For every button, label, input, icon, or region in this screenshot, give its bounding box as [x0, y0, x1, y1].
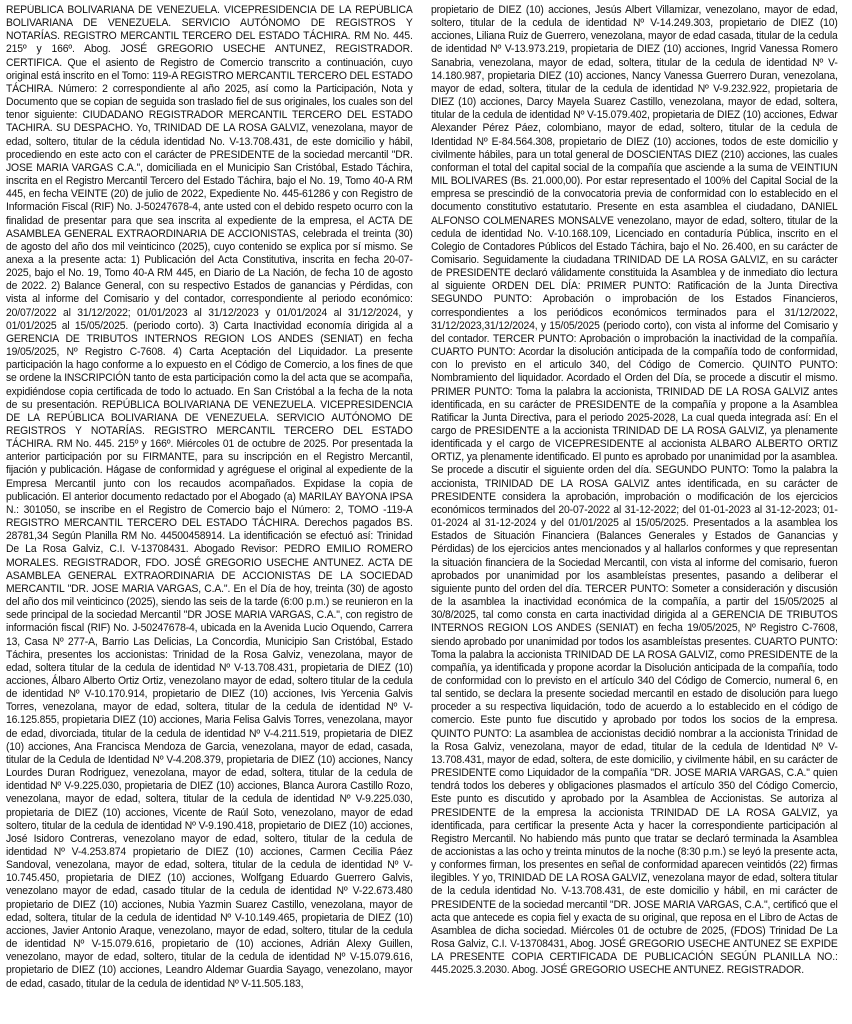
- notice-column-left: [6, 4, 413, 1020]
- notice-column-right: [431, 4, 838, 1020]
- notice-text-left: REPÚBLICA BOLIVARIANA DE VENEZUELA. VICEPRESIDENCIA DE LA REPÚBLICA BOLIVARIANA DE VENEZUELA. SERVICIO AUTÓNOMO DE REGISTROS Y NOTARÍAS. REGISTRO MERCANTIL TERCERO DEL ESTADO TÁCHIRA. RM No. 445. 215º y 166º. Abog. JOSÉ GREGORIO USECHE ANTUNEZ, REGISTRADOR. CERTIFICA. Que el asiento de Registro de Comercio transcrito a continuación, cuyo original está inscrito en el Tomo: 119-A REGISTRO MERCANTIL TERCERO DEL ESTADO TÁCHIRA. Número: 2 correspondiente al año 2025, así como la Participación, Nota y Documento que se copian de seguida son traslado fiel de sus originales, los cuales son del tenor siguiente: CIUDADANO REGISTRADOR MERCANTIL TERCERO DEL ESTADO TACHIRA. SU DESPACHO. Yo, TRINIDAD DE LA ROSA GALVIZ, venezolana, mayor de edad, soltero, titular de la cédula identidad No. V-13.708.431, de este domicilio y hábil, procediendo en este acto con el carácter de PRESIDENTE de la sociedad mercantil "DR. JOSE MARIA VARGAS C.A.", domiciliada en el Municipio San Cristóbal, Estado Táchira, inscrita en el Registro Mercantil Tercero del Estado Táchira, bajo el No. 19, Tomo 40-A RM 445, en fecha VEINTE (20) de julio de 2022, Expediente No. 445-61286 y con Registro de Información Fiscal (RIF) No. J-50247678-4, ante usted con el debido respeto ocurro con la finalidad de presentar para que sea inscrita al expediente de la empresa, el ACTA DE ASAMBLEA GENERAL EXTRAORDINARIA DE ACCIONISTAS, celebrada el treinta (30) de agosto del año dos mil veinticinco (2025), cuyo contenido se explica por sí mismo. Se anexa a la presente acta: 1) Publicación del Acta Constitutiva, inscrita en fecha 20-07-2025, bajo el No. 19, Tomo 40-A RM 445, en Diario de La Nación, de fecha 10 de agosto de 2022. 2) Balance General, con su respectivo Estados de ganancias y Pérdidas, con vista al informe del Comisario y del contador, correspondiente al periodo económico: 20/07/2022 al 31/12/2022; 01/01/2023 al 31/12/2023 y 01/01/2024 al 31/12/2024, y 01/01/2025 al 15/05/2025. (periodo corto). 3) Carta Inactividad economía dirigida al a GERENCIA DE TRIBUTOS INTERNOS REGION LOS ANDES (SENIAT) en fecha 19/05/2025, Nº Registro C-7608. 4) Carta Aceptación del Liquidador. La presente participación la hago conforme a lo expuesto en el Código de Comercio, a los fines de que se ordene la INSCRIPCIÓN tanto de esta participación como la del acta que se acompaña, expidiéndose copia certificada de todo lo actuado. En San Cristóbal a la fecha de la nota de su presentación. REPÚBLICA BOLIVARIANA DE VENEZUELA. VICEPRESIDENCIA DE LA REPÚBLICA BOLIVARIANA DE VENEZUELA. SERVICIO AUTÓNOMO DE REGISTROS Y NOTARÍAS. REGISTRO MERCANTIL TERCERO DEL ESTADO TÁCHIRA. RM No. 445. 215º y 166º. Miércoles 01 de octubre de 2025. Por presentada la anterior participación por su FIRMANTE, para su inscripción en el Registro Mercantil, fijación y publicación. Hágase de conformidad y agréguese el original al expediente de la Empresa Mercantil junto con los recaudos acompañados. Expidase la copia de publicación. El anterior documento redactado por el Abogado (a) MARILAY BAYONA IPSA N.: 301050, se inscribe en el Registro de Comercio bajo el Número: 2, TOMO -119-A REGISTRO MERCANTIL TERCERO DEL ESTADO TÁCHIRA. Derechos pagados BS. 28781,34 Según Planilla RM No. 44500458914. La identificación se efectuó así: Trinidad De La Rosa Galviz, C.I. V-13708431. Abogado Revisor: PEDRO EMILIO ROMERO MORALES. REGISTRADOR, FDO. JOSÉ GREGORIO USECHE ANTUNEZ. ACTA DE ASAMBLEA GENERAL EXTRAORDINARIA DE ACCIONISTAS DE LA SOCIEDAD MERCANTIL "DR. JOSE MARIA VARGAS, C.A.". En el Día de hoy, treinta (30) de agosto del año dos mil veinticinco (2025), siendo las seis de la tarde (6:00 p.m.) se reunieron en la sede principal de la sociedad Mercantil "DR JOSE MARIA VARGAS, C.A.", con registro de información fiscal (RIF) No. J-50247678-4, ubicada en la Avenida Lucio Oquendo, Carrera 13, Casa Nº 277-A, Barrio Las Delicias, La Concordia, Municipio San Cristóbal, Estado Táchira, presentes los accionistas: Trinidad de la Rosa Galviz, venezolana, mayor de edad, soltera titular de la cedula de identidad Nº V-13.708.431, propietaria de DIEZ (10) acciones, Álbaro Alberto Ortiz Ortiz, venezolano mayor de edad, soltero titular de la cedula de identidad Nº V-10.170.914, propietario de DIEZ (10) acciones, Ivis Yercenia Galvis Torres, venezolana, mayor de edad, soltera, titular de la cedula de identidad Nº V-16.125.855, propietaria DIEZ (10) acciones, Maria Felisa Galvis Torres, venezolana, mayor de edad, divorciada, titular de la cedula de identidad Nº V-4.211.519, propietaria de DIEZ (10) acciones, Ana Francisca Mendoza de Garcia, venezolana, mayor de edad, casada, titular de la Cedula de Identidad Nº V-4.208.379, propietaria de DIEZ (10) acciones, Nancy Lourdes Duran Rodriguez, venezolana, mayor de edad, soltera, titular de la cedula de identidad Nº V-9.225.030, propietaria de DIEZ (10) acciones, Blanca Aurora Castillo Rozo, venezolana, mayor de edad, soltera, titular de la cedula de identidad Nº V-9.225.030, propietaria de DIEZ (10) acciones, Vicente de Raúl Soto, venezolano, mayor de edad soltero, titular de la cedula de identidad Nº V-9.190.418, propietario de DIEZ (10) acciones, José Isidoro Contreras, venezolano mayor de edad, soltero, titular de la cedula de identidad Nº V-4.253.874 propietario de DIEZ (10) acciones, Carmen Cecilia Páez Sandoval, venezolana, mayor de edad, soltera, titular de la cedula de identidad Nº V-10.745.450, propietaria de DIEZ (10) acciones, Wolfgang Eduardo Guerrero Galvis, venezolano mayor de edad, casado titular de la cedula de identidad Nº V-22.673.480 propietario de DIEZ (10) acciones, Nubia Yazmin Suarez Castillo, venezolana, mayor de edad, soltera, titular de la cedula de identidad Nº V-10.149.465, propietaria de DIEZ (10) acciones, Javier Antonio Araque, venezolano, mayor de edad, soltero, titular de la cedula de identidad Nº V-15.079.616, propietario de (10) acciones, Adrián Alexy Guillen, venezolano, mayor de edad, soltero, titular de la cedula de identidad Nº V-15.079.616, propietario de DIEZ (10) acciones, Leandro Aldemar Guardia Sayago, venezolano, mayor de edad, casado, titular de la cedula de identidad Nº V-11.505.183,: [6, 4, 413, 990]
- notice-text-right: propietario de DIEZ (10) acciones, Jesús Albert Villamizar, venezolano, mayor de edad, soltero, titular de la cedula de identidad Nº V-14.249.303, propietario de DIEZ (10) acciones, Liliana Ruiz de Guerrero, venezolana, mayor de edad casada, titular de la cedula de identidad Nº V-13.973.219, propietaria de DIEZ (10) acciones, Ingrid Vanessa Romero Sanabria, venezolana, mayor de edad, soltera, titular de la cedula de identidad Nº V-14.180.987, propietaria DIEZ (10) acciones, Nancy Vanessa Guerrero Duran, venezolana, mayor de edad, soltera, titular de la cedula de identidad Nº V-9.232.922, propietaria de DIEZ (10) acciones, Darcy Mayela Suarez Castillo, venezolana, mayor de edad, soltera, titular de la cedula de identidad Nº V-15.079.402, propietaria de DIEZ (10) acciones, Edwar Alexander Pérez Páez, colombiano, mayor de edad, soltero, titular de la cedula de Identidad Nº E-84.564.308, propietario de DIEZ (10) acciones, todos de este domicilio y civilmente hábiles, para un total general de DOSCIENTAS DIEZ (210) acciones, las cuales conforman el total del capital social de la compañía que asciende a la suma de VEINTIUN MIL BOLIVARES (Bs. 21.000,00). Por estar representado el 100% del Capital Social de la empresa se prescindió de la convocatoria previa de conformidad con lo establecido en el documento constitutivo estatutario. Presente en esta asamblea el ciudadano, DANIEL ALFONSO COLMENARES MONSALVE venezolano, mayor de edad, soltero, titular de la cedula de identidad No. V-10.168.109, Licenciado en contaduría Pública, inscrito en el Colegio de Contadores Públicos del Estado Táchira, bajo el No. 26.400, en su carácter de Comisario. Seguidamente la ciudadana TRINIDAD DE LA ROSA GALVIZ, en su carácter de PRESIDENTE declaró válidamente constituida la Asamblea y de inmediato dio lectura al siguiente ORDEN DEL DÍA: PRIMER PUNTO: Ratificación de la Junta Directiva SEGUNDO PUNTO: Aprobación o improbación de los Estados Financieros, correspondientes a los periódicos económicos terminados para el 31/12/2022, 31/12/2023,31/12/2024, y 15/05/2025 (periodo corto), con vista al informe del Comisario y del contador. TERCER PUNTO: Aprobación o improbación la inactividad de la compañía. CUARTO PUNTO: Acordar la disolución anticipada de la compañía todo de conformidad, con lo previsto en el articulo 340, del Código de Comercio. QUINTO PUNTO: Nombramiento del liquidador. Acordado el Orden del Día, se procede a discutir el mismo. PRIMER PUNTO: Toma la palabra la accionista, TRINIDAD DE LA ROSA GALVIZ antes identificada, en su carácter de PRESIDENTE de la compañía y propone a la Asamblea Ratificar la Junta Directiva, para el periodo 2025-2028, La cual queda integrada así: En el cargo de PRESIDENTE a la accionista TRINIDAD DE LA ROSA GALVIZ, ya plenamente identificada y el cargo de VICEPRESIDENTE al accionista ALBARO ALBERTO ORTIZ ORTIZ, ya plenamente identificado. El punto es aprobado por unanimidad por la asamblea. Se procede a discutir el siguiente orden del día. SEGUNDO PUNTO: Tomo la palabra la accionista, TRINIDAD DE LA ROSA GALVIZ antes identificada, en su carácter de PRESIDENTE considera la aprobación, improbación o modificación de los ejercicios económicos terminados del 20-07-2022 al 31-12-2022; del 01-01-2023 al 31-12-2023; 01-01-2024 al 31-12-2024 y del 01/01/2025 al 15/05/2025. Presentados a la asamblea los Estados de Situación Financiera (Balances Generales y Estados de Ganancias y Pérdidas) de los ejercicios antes mencionados y al hallarlos conformes y que representan la situación financiera de la Sociedad Mercantil, con vista al informe del comisario, fueron aprobados por unanimidad por los asambleístas presentes, pasando a deliberar el siguiente punto del orden del día. TERCER PUNTO: Someter a consideración y discusión de la asamblea la inactividad económica de la compañía, a partir del 15/05/2025 al 30/8/2025, tal como consta en carta inactividad dirigida al a GERENCIA DE TRIBUTOS INTERNOS REGION LOS ANDES (SENIAT) en fecha 19/05/2025, Nº Registro C-7608, siendo aprobado por unanimidad por todos los asambleístas presentes. CUARTO PUNTO: Toma la palabra la accionista TRINIDAD DE LA ROSA GALVIZ, como PRESIDENTE de la compañía, ya identificada y propone acordar la Disolución anticipada de la compañía, todo de conformidad con lo previsto en el artículo 340 del Código de Comercio, numeral 6, en tal sentido, se declara la presente sociedad mercantil en estado de disolución para luego proceder a su respectiva liquidación, todo de acuerdo a lo establecido en el código de comercio. Este punto fue discutido y aprobado por todos los socios de la empresa. QUINTO PUNTO: La asamblea de accionistas decidió nombrar a la accionista Trinidad de la Rosa Galviz, venezolana, mayor de edad, titular de la cedula de Identidad Nº V-13.708.431, mayor de edad, soltera, de este domicilio, y civilmente hábil, en su carácter de PRESIDENTE como Liquidador de la compañía "DR. JOSE MARIA VARGAS, C.A." quien tendrá todos los deberes y obligaciones plasmados el artículo 350 del Código Comercio, Este punto es discutido y aprobado por la Asamblea de Accionistas. Se autoriza al PRESIDENTE de la empresa la accionista TRINIDAD DE LA ROSA GALVIZ, ya identificada, para certificar la presente Acta y hacer la correspondiente participación al Registro Mercantil. No habiendo más punto que tratar se declaró terminada la Asamblea de accionistas a las ocho y treinta minutos de la noche (8:30 p.m.) se leyó la presente acta, y conformes firman, los presentes en señal de conformidad aparecen veintidós (22) firmas ilegibles. Y yo, TRINIDAD DE LA ROSA GALVIZ, venezolana mayor de edad, soltera titular de la cedula identidad No. V-13.708.431, de este domicilio y hábil, en mi carácter de PRESIDENTE de la sociedad mercantil "DR. JOSE MARIA VARGAS, C.A.", certificó que el acta que antecede es copia fiel y exacta de su original, que reposa en el Libro de Actas de Asamblea de dicha sociedad. Miércoles 01 de octubre de 2025, (FDOS) Trinidad De La Rosa Galviz, C.I. V-13708431, Abog. JOSÉ GREGORIO USECHE ANTUNEZ SE EXPIDE LA PRESENTE COPIA CERTIFICADA DE PUBLICACIÓN SEGÚN PLANILLA NO.: 445.2025.3.2030. Abog. JOSÉ GREGORIO USECHE ANTUNEZ. REGISTRADOR.: [431, 4, 838, 977]
